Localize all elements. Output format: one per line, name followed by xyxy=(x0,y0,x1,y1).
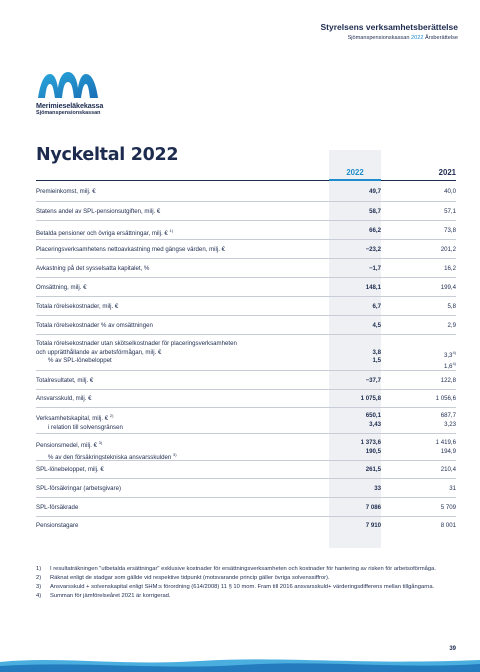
value-2021-b: 194,9 xyxy=(440,447,456,455)
row-divider xyxy=(36,370,456,371)
footnote-number: 2) xyxy=(36,574,42,581)
value-2021: 57,1 xyxy=(444,208,456,215)
value-2021-b: 3,23 xyxy=(444,420,456,428)
header-divider xyxy=(36,180,456,181)
footnote-number: 4) xyxy=(36,592,42,599)
value-2021: 201,2 xyxy=(440,246,456,253)
row-sublabel: % av SPL-lönebeloppet xyxy=(48,357,112,365)
row-sublabel: % av den försäkringstekniska ansvarsskulden xyxy=(48,453,172,461)
row-sublabel: i relation till solvensgränsen xyxy=(48,423,123,431)
row-divider xyxy=(36,239,456,240)
row-divider xyxy=(36,433,456,434)
value-2021-a: 687,7 xyxy=(440,412,456,419)
publication-name: Sjömanspensionskassan xyxy=(347,35,410,41)
footnote xyxy=(36,574,436,582)
footnote-ref: 1) xyxy=(169,228,174,233)
row-label-text: Verksamhetskapital, milj. € xyxy=(36,415,109,422)
footnote-text: Summan för jämförelseåret 2021 är korrigerad. xyxy=(50,592,171,599)
row-label: Ansvarsskuld, milj. € xyxy=(36,395,92,402)
footnote-ref: 3) xyxy=(173,451,177,457)
value-2021-a xyxy=(396,349,456,361)
logo-text-finnish: Merimieseläkekassa xyxy=(36,101,104,110)
value-2022-a: 3,8 xyxy=(372,348,381,356)
value-2021: 1 056,6 xyxy=(435,395,456,402)
row-divider xyxy=(36,497,456,498)
value-2021: 5,8 xyxy=(447,303,456,310)
row-label xyxy=(36,412,321,432)
value-2022 xyxy=(329,439,381,456)
logo-text-swedish: Sjömanspensionskassan xyxy=(36,110,101,116)
row-divider xyxy=(36,478,456,479)
footnote-number: 1) xyxy=(36,566,42,572)
row-label-line: och upprätthållande av arbetsförmågan, milj. € xyxy=(36,348,162,356)
value-2021 xyxy=(396,439,456,456)
footnote-number: 3) xyxy=(36,583,42,590)
value-2022: 148,1 xyxy=(365,284,381,291)
value-2022: −23,2 xyxy=(365,246,381,253)
value-2022: 261,5 xyxy=(365,466,381,473)
footnote xyxy=(36,592,436,600)
value-2021: 31 xyxy=(449,485,456,492)
publication-type: Årsberättelse xyxy=(425,35,458,41)
value-2021: 16,2 xyxy=(444,265,456,272)
footnotes xyxy=(36,565,436,601)
value-2022-b: 1,5 xyxy=(372,357,381,365)
row-label xyxy=(36,227,321,239)
row-divider xyxy=(36,407,456,408)
row-label: Totala rörelsekostnader % av omsättningen xyxy=(36,322,153,329)
value-2022: −37,7 xyxy=(365,377,381,384)
row-divider xyxy=(36,460,456,461)
row-label-line: Totala rörelsekostnader utan skötselkostnader för placeringsverksamheten xyxy=(36,340,237,347)
page-heading: Nyckeltal 2022 xyxy=(36,145,179,165)
value-2022: 7 086 xyxy=(365,504,381,511)
current-year-underline xyxy=(329,179,381,181)
row-label: SPL-lönebeloppet, milj. € xyxy=(36,466,104,473)
row-divider xyxy=(36,296,456,297)
value-2022-a: 650,1 xyxy=(365,412,381,419)
value-2022: 6,7 xyxy=(372,303,381,310)
table-row-multiline xyxy=(36,412,456,432)
row-label: SPL-försäkrade xyxy=(36,504,79,511)
footer-wave-decoration xyxy=(0,656,480,672)
footnote-ref: 2) xyxy=(109,413,114,418)
row-label: Totala rörelsekostnader, milj. € xyxy=(36,303,119,310)
publication-year: 2022 xyxy=(411,35,424,41)
row-divider xyxy=(36,201,456,202)
row-label: Placeringsverksamhetens nettoavkastning med gängse värden, milj. € xyxy=(36,246,226,253)
row-divider xyxy=(36,389,456,390)
value-2022 xyxy=(329,412,381,429)
value-2021: 199,4 xyxy=(440,284,456,291)
value-2022: 7 910 xyxy=(365,522,381,529)
footnote xyxy=(36,565,436,573)
row-divider xyxy=(36,277,456,278)
row-divider xyxy=(36,220,456,221)
footnote-text: Ansvarsskuld + solvenskapital enligt SHM:s förordning (614/2008) 11 § 10 mom. Fram till 2016 ansvarsskuld+ värderingsdifferens mellan tillgångarna. xyxy=(50,583,435,590)
row-label: Omsättning, milj. € xyxy=(36,284,87,291)
page-header xyxy=(321,22,459,41)
value-2022: 33 xyxy=(374,485,381,492)
row-divider xyxy=(36,516,456,517)
value-2022 xyxy=(329,349,381,366)
publication-line xyxy=(321,35,459,41)
column-header-current: 2022 xyxy=(346,168,364,177)
value-2021: 122,8 xyxy=(440,377,456,384)
page-number: 39 xyxy=(449,646,456,652)
footnote xyxy=(36,583,436,591)
footnote-text: I resultaträkningen "utbetalda ersättningar" exklusive kostnader för ersättningsverksamheten och kostnader för hantering av risken för arbetsoförmåga. xyxy=(50,566,436,572)
row-label xyxy=(36,439,321,462)
company-logo xyxy=(36,70,116,116)
footnote-text: Räknat enligt de stadgar som gällde vid respektive tidpunkt (motsvarande princip gäller övriga solvenssiffror). xyxy=(50,574,330,581)
value-2021-a-text: 3,3 xyxy=(443,351,453,359)
footnote-ref: 3) xyxy=(98,440,103,445)
row-label-text: Betalda pensioner och övriga ersättningar, milj. € xyxy=(36,230,168,237)
row-label: Avkastning på det sysselsatta kapitalet, % xyxy=(36,265,150,272)
value-2022: 66,2 xyxy=(369,227,381,234)
table-row-multiline xyxy=(36,439,456,459)
row-divider xyxy=(36,334,456,335)
section-title: Styrelsens verksamhetsberättelse xyxy=(320,22,458,32)
row-label: Statens andel av SPL-pensionsutgiften, milj. € xyxy=(36,208,161,215)
value-2022: 4,5 xyxy=(372,322,381,329)
value-2022: 1 075,8 xyxy=(360,395,381,402)
wave-logo-icon xyxy=(36,70,100,100)
value-2022: −1,7 xyxy=(368,265,381,272)
footnote-ref: 4) xyxy=(452,349,456,355)
footnote-ref: 4) xyxy=(452,361,456,367)
row-label: Totalresultatet, milj. € xyxy=(36,377,94,384)
row-label: Pensionstagare xyxy=(36,522,79,529)
row-divider xyxy=(36,258,456,259)
row-label xyxy=(36,340,296,366)
column-header-previous: 2021 xyxy=(438,168,456,177)
value-2021: 8 001 xyxy=(440,522,456,529)
value-2021: 40,0 xyxy=(444,188,456,195)
value-2021 xyxy=(396,412,456,429)
row-label-text: Pensionsmedel, milj. € xyxy=(36,442,97,449)
value-2022-b: 190,5 xyxy=(365,447,381,455)
row-label: Premieinkomst, milj. € xyxy=(36,188,96,195)
value-2022: 58,7 xyxy=(369,208,381,215)
row-label: SPL-försäkringar (arbetsgivare) xyxy=(36,485,122,492)
value-2021: 73,8 xyxy=(444,227,456,234)
value-2021-a: 1 419,6 xyxy=(435,439,456,446)
value-2021-b-text: 1,6 xyxy=(443,363,453,371)
value-2022: 49,7 xyxy=(369,188,381,195)
value-2021: 2,9 xyxy=(447,322,456,329)
value-2022-a: 1 373,6 xyxy=(360,439,381,446)
value-2021: 210,4 xyxy=(440,466,456,473)
value-2021: 5 709 xyxy=(440,504,456,511)
value-2021 xyxy=(396,349,456,372)
row-divider xyxy=(36,315,456,316)
value-2022-b: 3,43 xyxy=(369,420,381,428)
table-row-multiline xyxy=(36,340,456,370)
